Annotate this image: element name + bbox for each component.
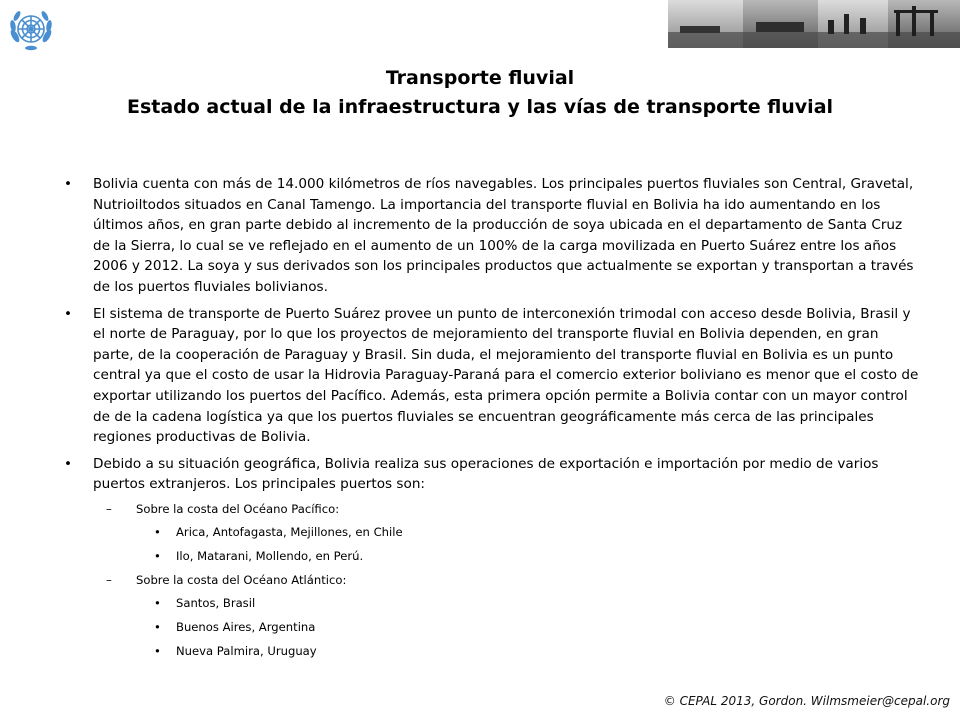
bullet-icon: • <box>154 619 161 634</box>
title-line-2: Estado actual de la infraestructura y las vías de transporte fluvial <box>126 96 834 118</box>
coast-item <box>64 572 920 588</box>
bullet-item <box>64 304 920 448</box>
port-item <box>64 643 920 659</box>
coast-label: Sobre la costa del Océano Pacífico: <box>136 501 340 516</box>
title-line-1: Transporte fluvial <box>385 67 575 89</box>
port-text: Santos, Brasil <box>176 595 256 610</box>
bullet-icon: • <box>64 305 73 322</box>
coast-label: Sobre la costa del Océano Atlántico: <box>136 572 347 587</box>
bullet-text: Bolivia cuenta con más de 14.000 kilómetros de ríos navegables. Los principales puertos fluviales son Central, Gravetal, Nutrioiltodos situados en Canal Tamengo. La importancia del transporte fluvial en Bolivia ha ido aumentando en los últimos años, en gran parte debido al incremento de la producción de soya ubicada en el departamento de Santa Cruz de la Sierra, lo cual se ve reflejado en el aumento de un 100% de la carga movilizada en Puerto Suárez entre los años 2006 y 2012. La soya y sus derivados son los principales productos que actualmente se exportan y transportan a través de los puertos fluviales bolivianos. <box>93 176 914 295</box>
port-text: Buenos Aires, Argentina <box>176 619 316 634</box>
un-emblem-icon <box>6 4 56 54</box>
bullet-icon: • <box>64 455 73 472</box>
coast-item <box>64 501 920 517</box>
port-photos-banner <box>668 0 960 48</box>
bullet-item <box>64 174 920 298</box>
dash-icon: – <box>106 572 112 587</box>
slide-title <box>0 64 960 122</box>
bullet-item <box>64 454 920 495</box>
footer-credit: © CEPAL 2013, Gordon. Wilmsmeier@cepal.org <box>663 694 950 708</box>
bullet-icon: • <box>154 643 161 658</box>
bullet-icon: • <box>64 176 73 192</box>
port-text: Ilo, Matarani, Mollendo, en Perú. <box>176 548 364 563</box>
port-text: Nueva Palmira, Uruguay <box>176 643 317 658</box>
slide-body <box>64 174 920 667</box>
port-item <box>64 619 920 635</box>
port-text: Arica, Antofagasta, Mejillones, en Chile <box>176 524 403 539</box>
port-item <box>64 595 920 611</box>
bullet-icon: • <box>154 595 161 610</box>
bullet-icon: • <box>154 548 161 563</box>
bullet-icon: • <box>154 524 161 539</box>
dash-icon: – <box>106 501 112 516</box>
bullet-text: El sistema de transporte de Puerto Suárez provee un punto de interconexión trimodal con acceso desde Bolivia, Brasil y el norte de Paraguay, por lo que los proyectos de mejoramiento del transporte fluvial en Bolivia dependen, en gran parte, de la cooperación de Paraguay y Brasil. Sin duda, el mejoramiento del transporte fluvial en Bolivia es un punto central ya que el costo de usar la Hidrovia Paraguay-Paraná para el comercio exterior boliviano es menor que el costo de exportar utilizando los puertos del Pacífico. Además, esta primera opción permite a Bolivia contar con un mayor control de de la cadena logística ya que los puertos fluviales se encuentran geográficamente más cerca de las principales regiones productivas de Bolivia. <box>93 305 919 446</box>
port-item <box>64 524 920 540</box>
port-item <box>64 548 920 564</box>
bullet-text: Debido a su situación geográfica, Bolivia realiza sus operaciones de exportación e importación por medio de varios puertos extranjeros. Los principales puertos son: <box>93 455 879 493</box>
